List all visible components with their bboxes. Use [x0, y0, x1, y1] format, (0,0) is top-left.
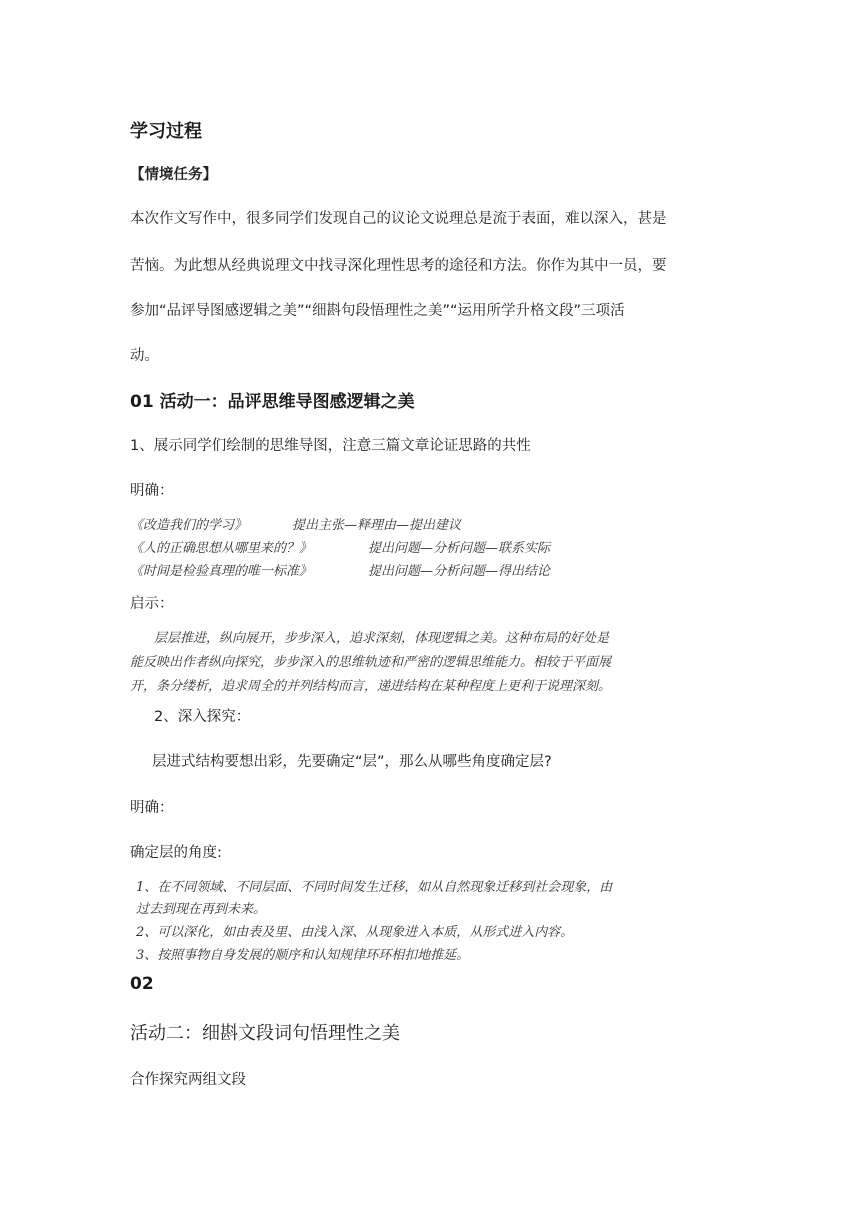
situation-line: 苦恼。为此想从经典说理文中找寻深化理性思考的途径和方法。你作为其中一员，要 — [130, 258, 667, 274]
angle-line: 过去到现在再到未来。 — [136, 902, 267, 917]
situation-line: 参加“品评导图感逻辑之美”“细斟句段悟理性之美”“运用所学升格文段”三项活 — [130, 303, 625, 319]
activity2-sub: 合作探究两组文段 — [130, 1072, 246, 1088]
clarify-label: 明确： — [130, 483, 174, 499]
clarify-label-2: 明确： — [130, 800, 174, 816]
situation-line: 本次作文写作中，很多同学们发现自己的议论文说理总是流于表面，难以深入，甚是 — [130, 211, 667, 227]
essay-title: 《时间是检验真理的唯一标准》 — [130, 564, 313, 579]
question-text: 层进式结构要想出彩，先要确定“层”，那么从哪些角度确定层? — [152, 754, 552, 770]
activity1-item1: 1、展示同学们绘制的思维导图，注意三篇文章论证思路的共性 — [130, 438, 531, 454]
situation-heading: 【情境任务】 — [130, 167, 217, 183]
activity2-heading: 活动二：细斟文段词句悟理性之美 — [130, 1023, 400, 1044]
activity1-item2: 2、深入探究： — [154, 709, 251, 725]
essay-structure: 提出问题—分析问题—联系实际 — [368, 541, 551, 556]
angle-line: 3、按照事物自身发展的顺序和认知规律环环相扣地推延。 — [136, 948, 470, 963]
angle-line: 2、可以深化，如由表及里、由浅入深、从现象进入本质，从形式进入内容。 — [136, 925, 574, 940]
essay-structure: 提出问题—分析问题—得出结论 — [368, 564, 551, 579]
section-title: 学习过程 — [130, 121, 202, 142]
activity1-heading: 01 活动一：品评思维导图感逻辑之美 — [130, 392, 415, 412]
essay-title: 《人的正确思想从哪里来的？》 — [130, 541, 313, 556]
essay-title: 《改造我们的学习》 — [130, 518, 248, 533]
angle-label: 确定层的角度: — [130, 845, 222, 861]
essay-structure: 提出主张—释理由—提出建议 — [292, 518, 462, 533]
situation-line: 动。 — [130, 348, 159, 364]
angle-line: 1、在不同领域、不同层面、不同时间发生迁移，如从自然现象迁移到社会现象，由 — [136, 880, 613, 895]
insight-line: 开，条分缕析，追求周全的并列结构而言，递进结构在某种程度上更利于说理深刻。 — [130, 679, 612, 694]
insight-label: 启示： — [130, 596, 174, 612]
insight-line: 能反映出作者纵向探究，步步深入的思维轨迹和严密的逻辑思维能力。相较于平面展 — [130, 655, 612, 670]
activity2-number: 02 — [130, 974, 154, 994]
insight-line: 层层推进，纵向展开，步步深入，追求深刻，体现逻辑之美。这种布局的好处是 — [154, 631, 610, 646]
